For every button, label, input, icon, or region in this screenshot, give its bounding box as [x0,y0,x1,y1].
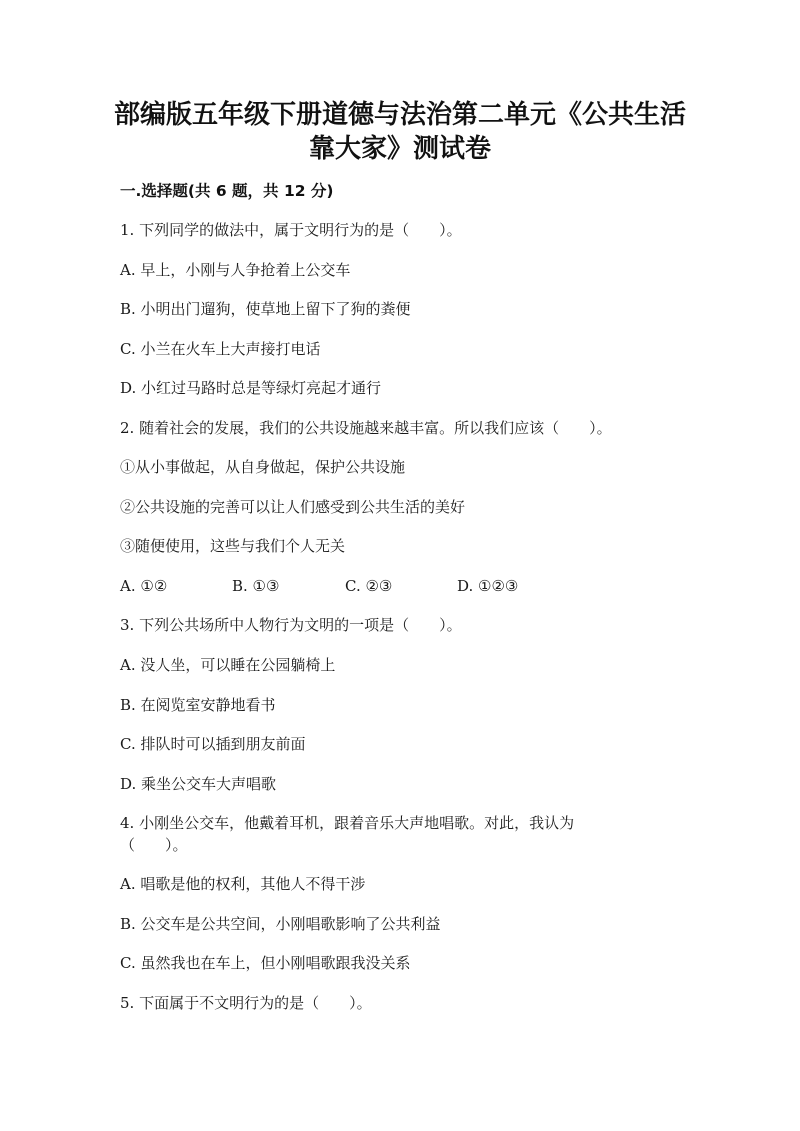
question-3-option-d: D. 乘坐公交车大声唱歌 [120,775,277,793]
question-4-stem-line-2: （ ）。 [120,836,188,854]
question-2-stem: 2. 随着社会的发展，我们的公共设施越来越丰富。所以我们应该（ ）。 [120,419,612,437]
question-1-option-d: D. 小红过马路时总是等绿灯亮起才通行 [120,379,382,397]
page-title-line-1: 部编版五年级下册道德与法治第二单元《公共生活 [113,100,686,130]
question-5-stem: 5. 下面属于不文明行为的是（ ）。 [120,994,372,1012]
question-2-statement-1: ①从小事做起，从自身做起，保护公共设施 [120,458,406,476]
question-4-option-a: A. 唱歌是他的权利，其他人不得干涉 [120,875,366,893]
question-4-option-b: B. 公交车是公共空间，小刚唱歌影响了公共利益 [120,915,441,933]
question-1-stem: 1. 下列同学的做法中，属于文明行为的是（ ）。 [120,221,462,239]
question-4-stem-line-1: 4. 小刚坐公交车，他戴着耳机，跟着音乐大声地唱歌。对此，我认为 [120,814,575,832]
section-heading: 一.选择题(共 6 题，共 12 分) [120,182,334,200]
question-3-option-a: A. 没人坐，可以睡在公园躺椅上 [120,656,336,674]
question-2-option-b: B. ①③ [232,577,280,595]
question-2-statement-3: ③随便使用，这些与我们个人无关 [120,537,346,555]
question-3-stem: 3. 下列公共场所中人物行为文明的一项是（ ）。 [120,616,462,634]
question-2-statement-2: ②公共设施的完善可以让人们感受到公共生活的美好 [120,498,466,516]
question-2-option-c: C. ②③ [345,577,393,595]
question-1-option-b: B. 小明出门遛狗，使草地上留下了狗的粪便 [120,300,411,318]
question-2-option-a: A. ①② [120,577,168,595]
question-1-option-c: C. 小兰在火车上大声接打电话 [120,340,321,358]
question-1-option-a: A. 早上，小刚与人争抢着上公交车 [120,261,351,279]
question-3-option-b: B. 在阅览室安静地看书 [120,696,276,714]
question-4-option-c: C. 虽然我也在车上，但小刚唱歌跟我没关系 [120,954,411,972]
question-2-option-d: D. ①②③ [457,577,519,595]
question-3-option-c: C. 排队时可以插到朋友前面 [120,735,306,753]
page-title-line-2: 靠大家》测试卷 [308,134,491,164]
